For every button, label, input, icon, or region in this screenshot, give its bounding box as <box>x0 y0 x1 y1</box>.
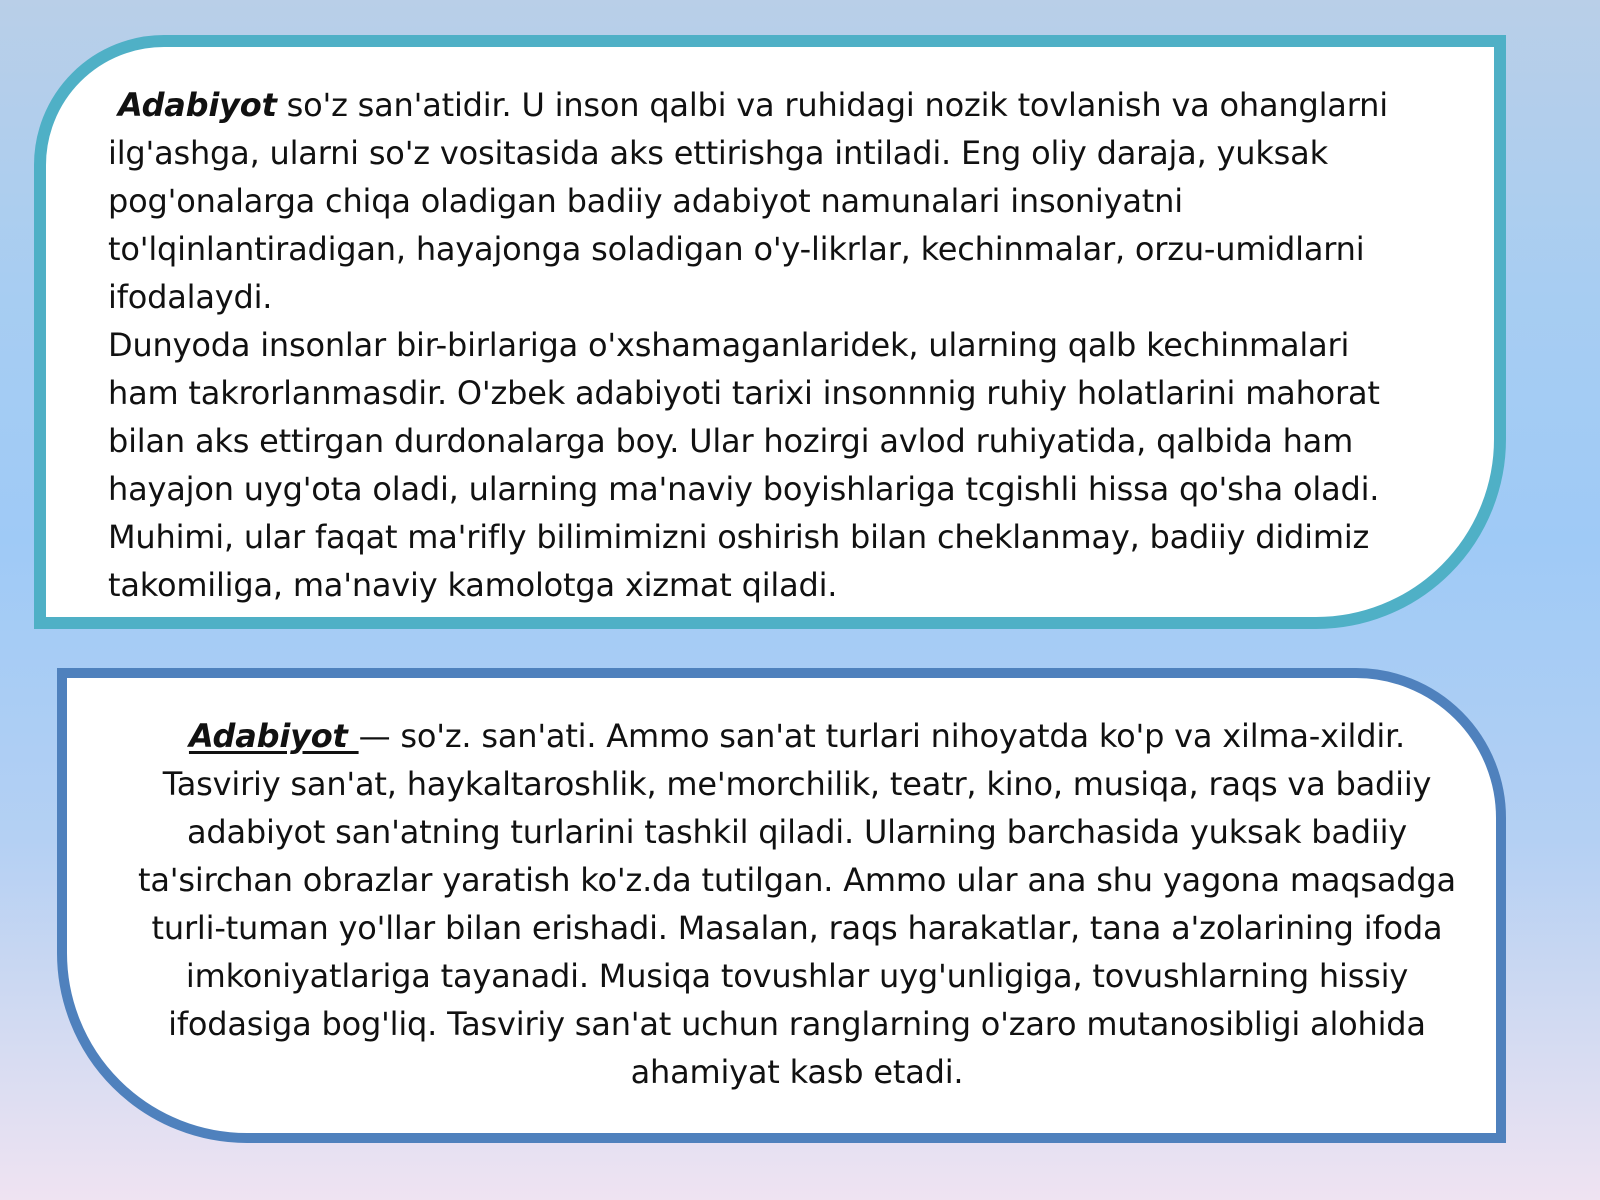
paragraph-2: Dunyoda insonlar bir-birlariga o'xshamaganlaridek, ularning qalb kechinmalari ham takrorlanmasdir. O'zbek adabiyoti tarixi insonnnig ruhiy holatlarini mahorat bilan aks ettirgan durdonalarga boy. Ular hozirgi avlod ruhiyatida, qalbida ham hayajon uyg'ota oladi, ularning ma'naviy boyishlariga tcgishli hissa qo'sha oladi. Muhimi, ular faqat ma'rifly bilimimizni oshirish bilan cheklanmay, badiiy didimiz takomiliga, ma'naviy kamolotga xizmat qiladi. <box>108 326 1380 604</box>
bottom-paragraph-text: — so'z. san'ati. Ammo san'at turlari nihoyatda ko'p va xilma-xildir. Tasviriy san'at, haykaltaroshlik, me'morchilik, teatr, kino, musiqa, raqs va badiiy adabiyot san'atning turlarini tashkil qiladi. Ularning barchasida yuksak badiiy ta'sirchan obrazlar yaratish ko'z.da tutilgan. Ammo ular ana shu yagona maqsadga turli-tuman yo'llar bilan erishadi. Masalan, raqs harakatlar, tana a'zolarining ifoda imkoniyatlariga tayanadi. Musiqa tovushlar uyg'unligiga, tovushlarning hissiy ifodasiga bog'liq. Tasviriy san'at uchun ranglarning o'zaro mutanosibligi alohida ahamiyat kasb etadi. <box>138 717 1456 1091</box>
definition-text-top <box>108 81 1418 609</box>
term-adabiyot: Adabiyot <box>117 86 277 124</box>
definition-box-bottom <box>57 668 1506 1143</box>
definition-box-top <box>34 35 1506 629</box>
definition-text-bottom <box>127 712 1467 1096</box>
paragraph-1 <box>108 81 1418 321</box>
paragraph-1-text: so'z san'atidir. U inson qalbi va ruhidagi nozik tovlanish va ohanglarni ilg'ashga, ularni so'z vositasida aks ettirishga intiladi. Eng oliy daraja, yuksak pog'onalarga chiqa oladigan badiiy adabiyot namunalari insoniyatni to'lqinlantiradigan, hayajonga soladigan o'y-likrlar, kechinmalar, orzu-umidlarni ifodalaydi. <box>108 86 1388 316</box>
term-adabiyot-underlined: Adabiyot <box>188 717 359 755</box>
